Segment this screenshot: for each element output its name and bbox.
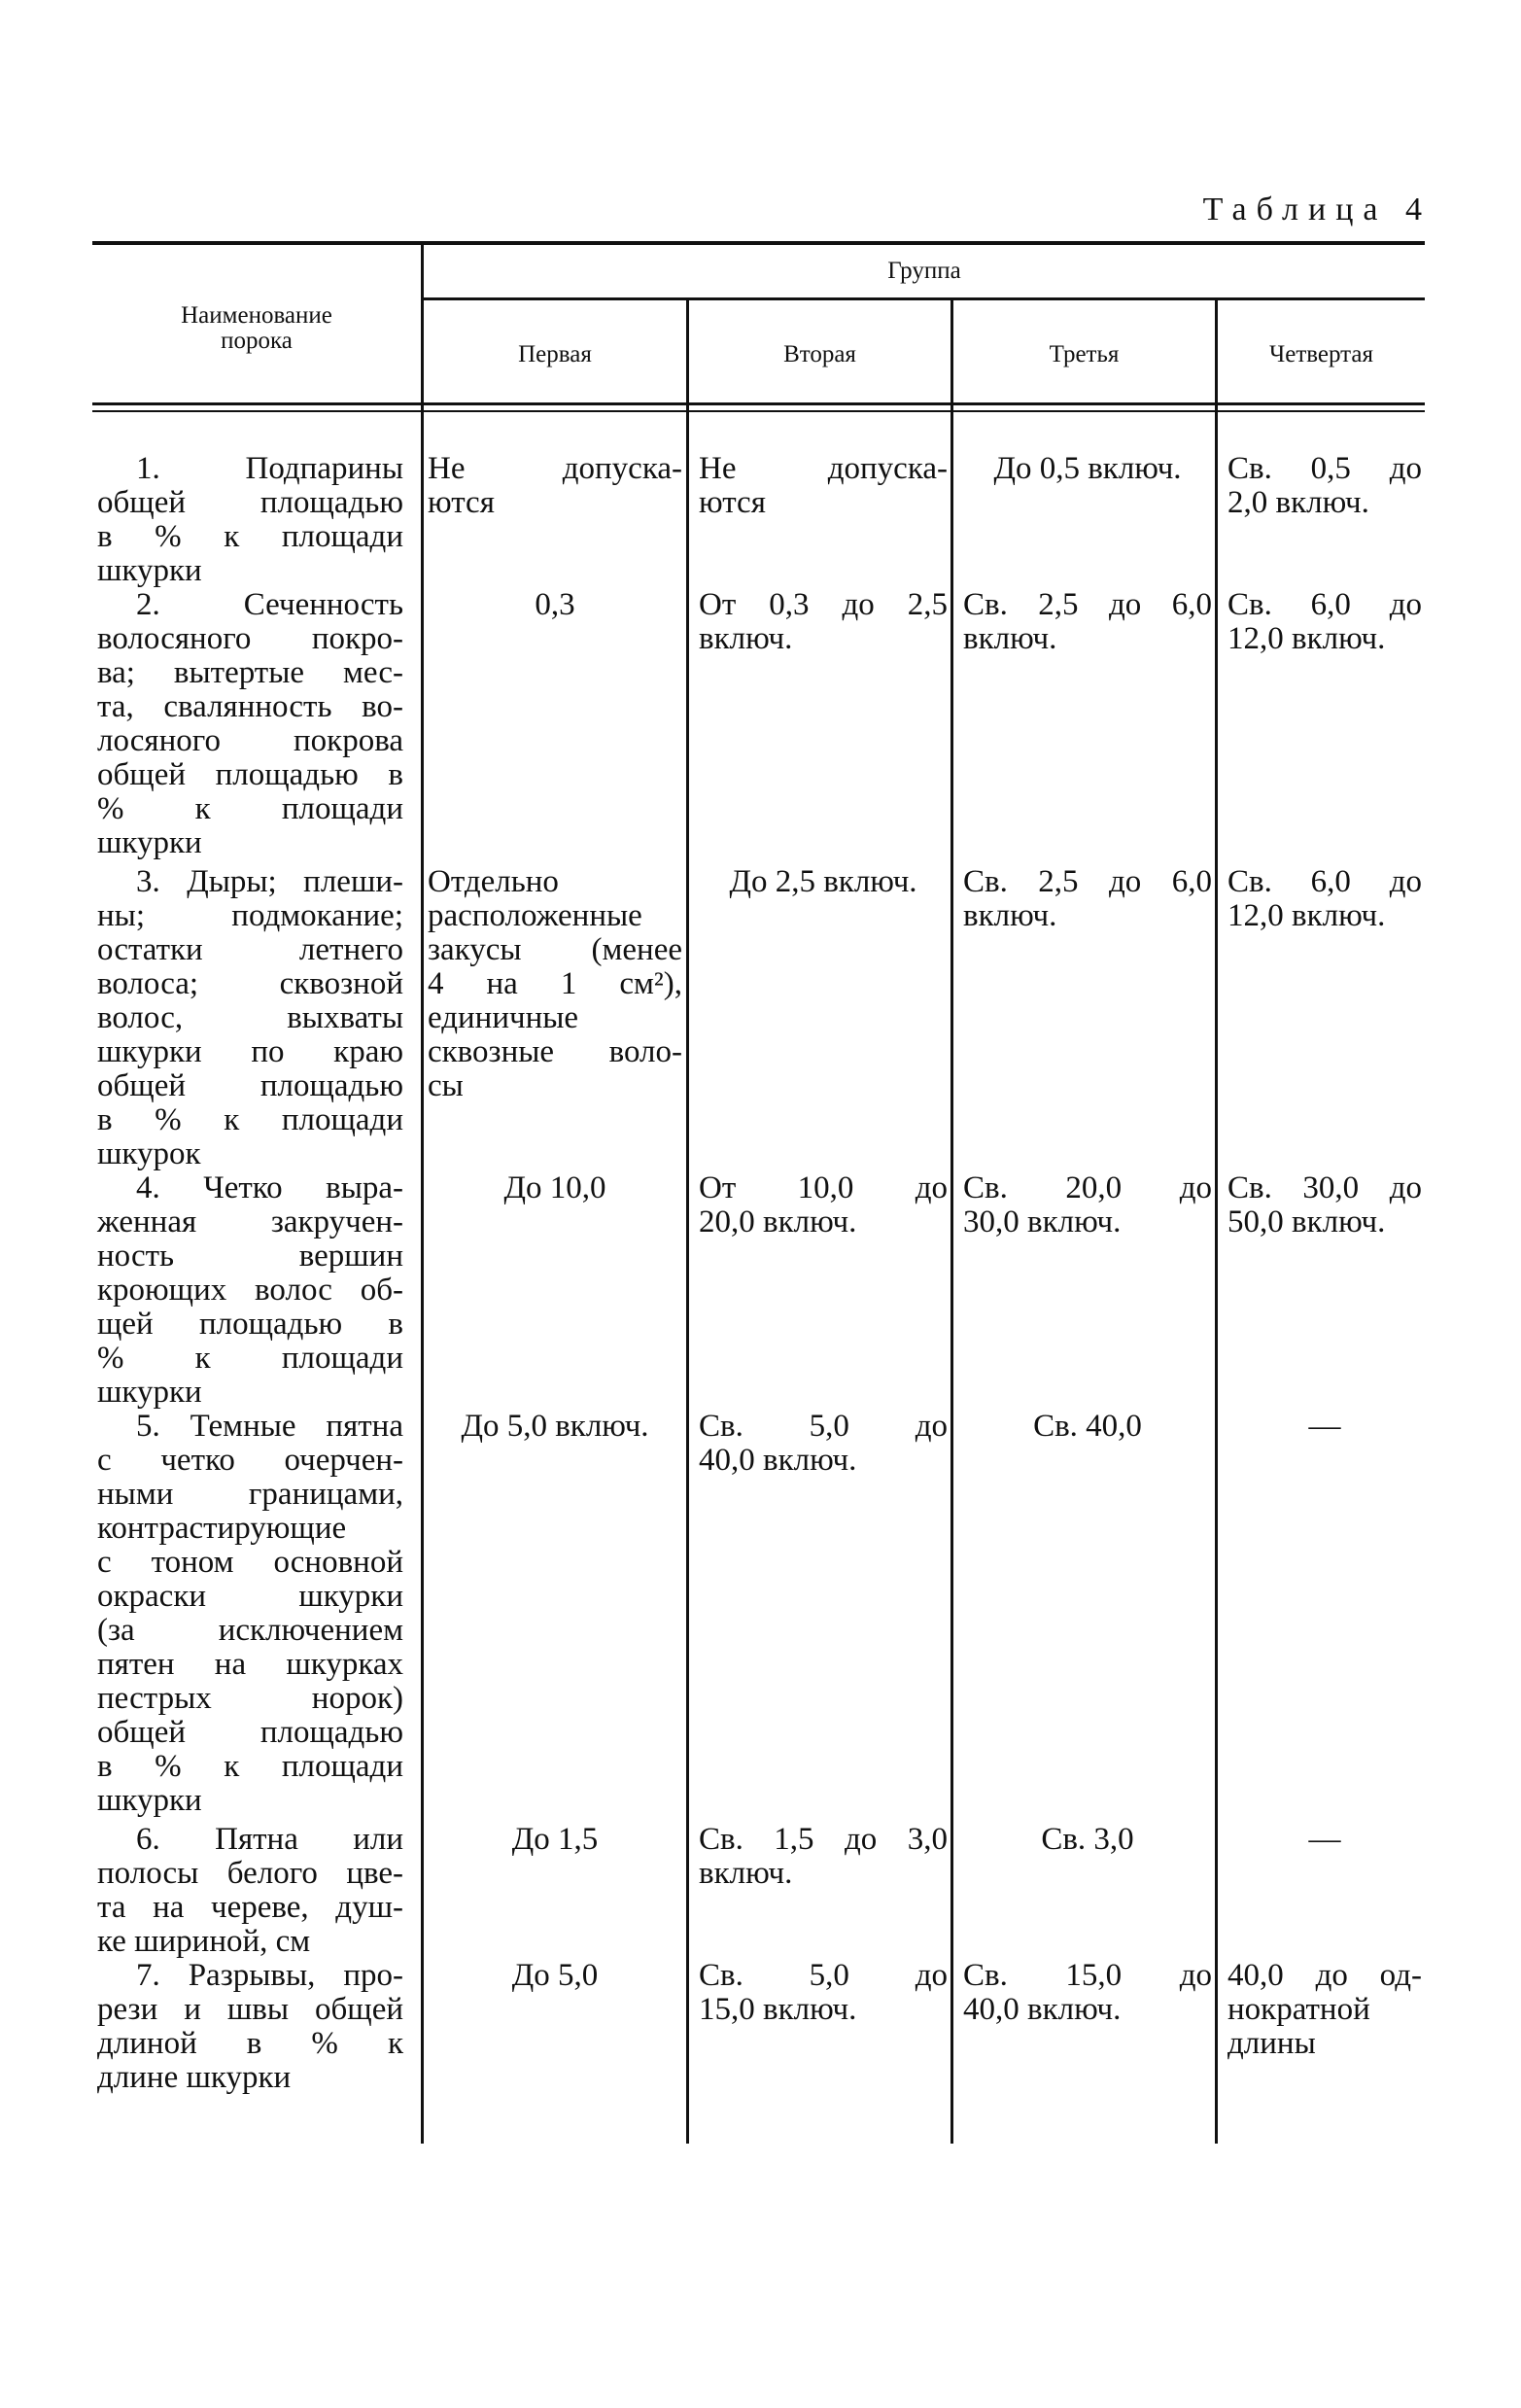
header-group: Группа [887, 258, 961, 284]
cell-line: расположенные [428, 898, 642, 933]
column-divider [951, 300, 953, 2144]
cell-line: ются [428, 485, 495, 520]
cell-line: 20,0 включ. [699, 1204, 857, 1239]
cell-line: шкурки [97, 1375, 202, 1410]
group-fourth-cell [1227, 588, 1422, 656]
group-third-cell [963, 865, 1212, 933]
header-text: Наименование [181, 302, 332, 329]
header-bottom-rule [92, 402, 1425, 405]
cell-line: включ. [699, 1856, 793, 1891]
cell-line: 7. Разрывы, про- [136, 1958, 403, 1993]
group-fourth-cell [1227, 452, 1422, 520]
cell-line: Св. 15,0 до [963, 1958, 1212, 1993]
header-group-fourth: Четвертая [1268, 341, 1374, 367]
cell-line: в % к площади [97, 1749, 403, 1784]
cell-line: До 1,5 [511, 1822, 599, 1857]
group-header-rule [421, 297, 1425, 300]
cell-line: Св. 0,5 до [1227, 451, 1422, 486]
cell-line: 2,0 включ. [1227, 485, 1369, 520]
cell-line: До 5,0 [511, 1958, 599, 1993]
header-group-second: Вторая [783, 341, 856, 367]
cell-line: в % к площади [97, 1102, 403, 1137]
cell-line: шкурок [97, 1136, 201, 1171]
cell-line: остатки летнего [97, 932, 403, 967]
cell-line: (за исключением [97, 1613, 403, 1648]
cell-line: 40,0 включ. [963, 1992, 1122, 2027]
group-third-cell [963, 1410, 1212, 1444]
cell-line: Св. 5,0 до [699, 1958, 948, 1993]
cell-line: включ. [699, 621, 793, 656]
column-divider [1215, 300, 1218, 2144]
cell-line: единичные [428, 1000, 579, 1035]
cell-line: контрастирующие [97, 1511, 347, 1546]
cell-line: шкурки [97, 1783, 202, 1818]
cell-line: включ. [963, 621, 1057, 656]
cell-line: До 5,0 включ. [461, 1409, 649, 1444]
cell-line: общей площадью [97, 1068, 403, 1103]
cell-line: шкурки [97, 825, 202, 860]
cell-line: До 10,0 [503, 1170, 606, 1205]
cell-line: пестрых норок) [97, 1681, 403, 1716]
defect-name-cell [97, 1959, 403, 2095]
cell-line: Св. 5,0 до [699, 1409, 948, 1444]
cell-line: Св. 1,5 до 3,0 [699, 1822, 948, 1857]
group-fourth-cell [1227, 1410, 1422, 1444]
cell-line: 40,0 до од- [1227, 1958, 1422, 1993]
group-first-cell [428, 865, 682, 1103]
cell-line: 6. Пятна или [136, 1822, 403, 1857]
cell-line: 5. Темные пятна [136, 1409, 403, 1444]
cell-line: женная закручен- [97, 1204, 403, 1239]
cell-line: Св. 40,0 [1033, 1409, 1142, 1444]
cell-line: щей площадью в [97, 1307, 403, 1342]
group-first-cell [428, 1823, 682, 1857]
group-third-cell [963, 452, 1212, 486]
cell-line: лосяного покрова [97, 723, 403, 758]
cell-line: закусы (менее [428, 932, 682, 967]
cell-line: шкурки по краю [97, 1034, 403, 1069]
cell-line: кроющих волос об- [97, 1273, 403, 1308]
cell-line: 50,0 включ. [1227, 1204, 1386, 1239]
cell-line: Св. 6,0 до [1227, 587, 1422, 622]
defect-name-cell [97, 1410, 403, 1818]
cell-line: — [1308, 1409, 1341, 1444]
cell-line: нократной [1227, 1992, 1370, 2027]
cell-line: % к площади [97, 1341, 403, 1376]
group-first-cell [428, 1410, 682, 1444]
cell-line: 15,0 включ. [699, 1992, 857, 2027]
cell-line: полосы белого цве- [97, 1856, 403, 1891]
group-fourth-cell [1227, 865, 1422, 933]
header-group-third: Третья [1049, 341, 1120, 367]
cell-line: пятен на шкурках [97, 1647, 403, 1682]
group-second-cell [699, 452, 948, 520]
cell-line: Св. 3,0 [1041, 1822, 1134, 1857]
cell-line: рези и швы общей [97, 1992, 403, 2027]
cell-line: шкурки [97, 553, 202, 588]
group-second-cell [699, 1823, 948, 1891]
cell-line: От 0,3 до 2,5 [699, 587, 948, 622]
column-divider [686, 300, 689, 2144]
cell-line: % к площади [97, 791, 403, 826]
header-defect-name [92, 303, 421, 354]
group-second-cell [699, 865, 948, 899]
defect-name-cell [97, 1171, 403, 1410]
group-fourth-cell [1227, 1959, 1422, 2061]
group-first-cell [428, 1959, 682, 1993]
cell-line: в % к площади [97, 519, 403, 554]
cell-line: сквозные воло- [428, 1034, 682, 1069]
cell-line: Св. 20,0 до [963, 1170, 1212, 1205]
cell-line: сы [428, 1068, 464, 1103]
group-first-cell [428, 1171, 682, 1205]
cell-line: ются [699, 485, 766, 520]
cell-line: включ. [963, 898, 1057, 933]
cell-line: общей площадью [97, 1715, 403, 1750]
cell-line: 40,0 включ. [699, 1443, 857, 1478]
cell-line: ны; подмокание; [97, 898, 403, 933]
group-third-cell [963, 1959, 1212, 2027]
group-first-cell [428, 452, 682, 520]
cell-line: та, свалянность во- [97, 689, 403, 724]
cell-line: Св. 30,0 до [1227, 1170, 1422, 1205]
cell-line: 4 на 1 см²), [428, 966, 682, 1001]
cell-line: окраски шкурки [97, 1579, 403, 1614]
group-third-cell [963, 588, 1212, 656]
group-second-cell [699, 1410, 948, 1478]
cell-line: с четко очерчен- [97, 1443, 403, 1478]
defect-name-cell [97, 452, 403, 588]
group-third-cell [963, 1823, 1212, 1857]
header-bottom-rule-double [92, 410, 1425, 412]
cell-line: Св. 2,5 до 6,0 [963, 864, 1212, 899]
cell-line: 30,0 включ. [963, 1204, 1122, 1239]
cell-line: длины [1227, 2026, 1316, 2061]
cell-line: 1. Подпарины [136, 451, 403, 486]
cell-line: длине шкурки [97, 2060, 292, 2095]
table-caption: Таблица 4 [1202, 192, 1432, 227]
group-third-cell [963, 1171, 1212, 1239]
cell-line: волоса; сквозной [97, 966, 403, 1001]
group-second-cell [699, 1959, 948, 2027]
cell-line: Не допуска- [428, 451, 682, 486]
cell-line: 0,3 [535, 587, 575, 622]
defect-name-cell [97, 1823, 403, 1959]
group-fourth-cell [1227, 1171, 1422, 1239]
group-fourth-cell [1227, 1823, 1422, 1857]
cell-line: 4. Четко выра- [136, 1170, 403, 1205]
cell-line: с тоном основной [97, 1545, 403, 1580]
header-text: порока [221, 328, 293, 354]
cell-line: Отдельно [428, 864, 559, 899]
cell-line: Не допуска- [699, 451, 948, 486]
cell-line: До 0,5 включ. [993, 451, 1182, 486]
cell-line: 2. Сеченность [136, 587, 403, 622]
cell-line: От 10,0 до [699, 1170, 948, 1205]
table-top-rule [92, 241, 1425, 245]
cell-line: ными границами, [97, 1477, 403, 1512]
defect-name-cell [97, 588, 403, 860]
defect-name-cell [97, 865, 403, 1171]
cell-line: ва; вытертые мес- [97, 655, 403, 690]
group-first-cell [428, 588, 682, 622]
cell-line: волос, выхваты [97, 1000, 403, 1035]
cell-line: 12,0 включ. [1227, 621, 1386, 656]
cell-line: длиной в % к [97, 2026, 403, 2061]
header-group-first: Первая [518, 341, 592, 367]
cell-line: 3. Дыры; плеши- [136, 864, 403, 899]
cell-line: волосяного покро- [97, 621, 403, 656]
cell-line: ность вершин [97, 1239, 403, 1274]
cell-line: ке шириной, см [97, 1924, 311, 1959]
cell-line: 12,0 включ. [1227, 898, 1386, 933]
cell-line: — [1308, 1822, 1341, 1857]
cell-line: Св. 2,5 до 6,0 [963, 587, 1212, 622]
cell-line: общей площадью [97, 485, 403, 520]
group-second-cell [699, 588, 948, 656]
group-second-cell [699, 1171, 948, 1239]
column-divider [421, 245, 424, 2144]
cell-line: До 2,5 включ. [729, 864, 917, 899]
cell-line: та на череве, душ- [97, 1890, 403, 1925]
cell-line: общей площадью в [97, 757, 403, 792]
cell-line: Св. 6,0 до [1227, 864, 1422, 899]
